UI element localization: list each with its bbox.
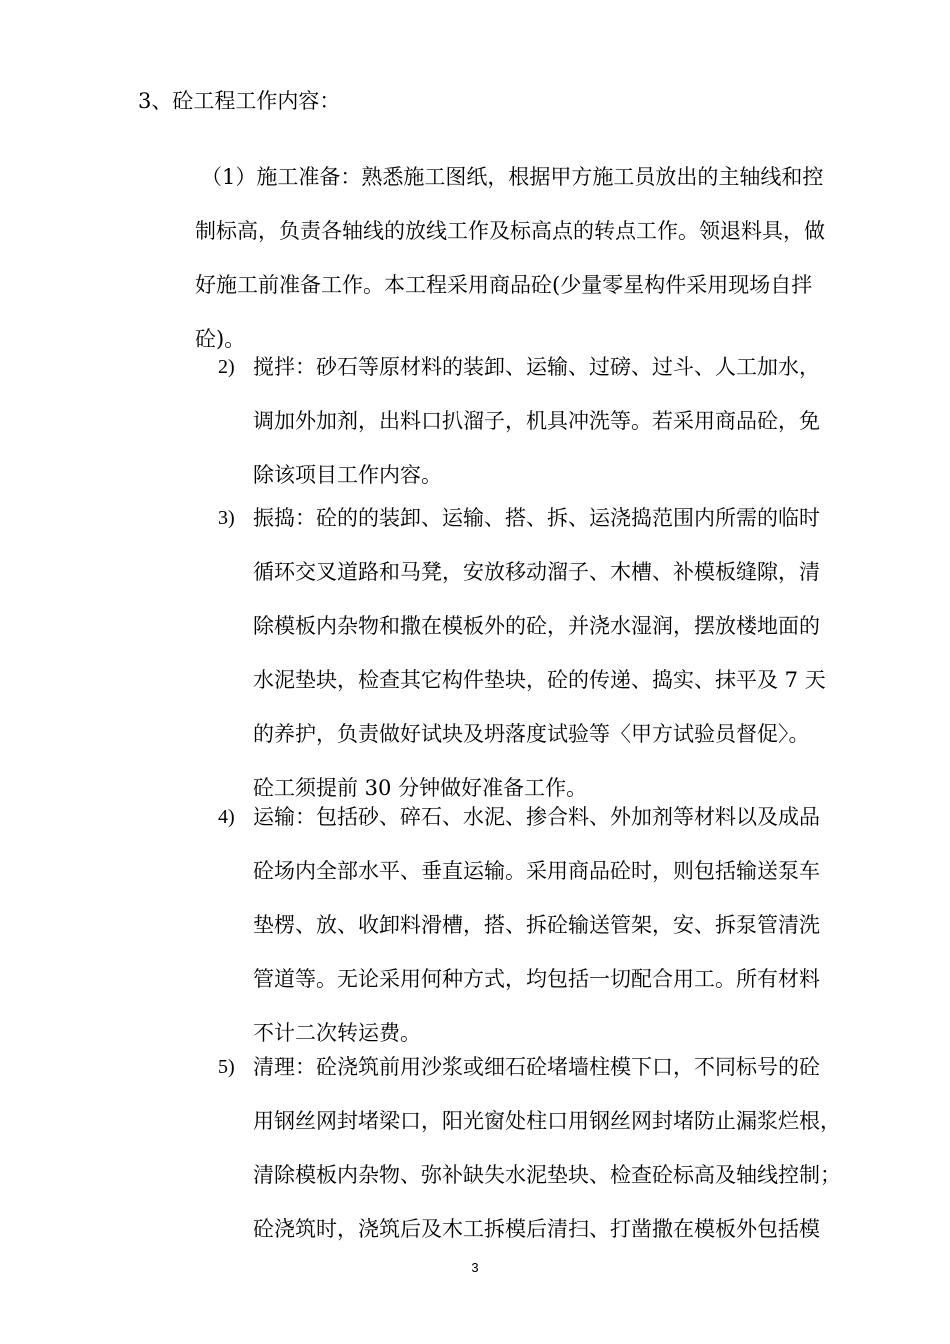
list-item-line: 振捣：砼的的装卸、运输、搭、拆、运浇捣范围内所需的临时 bbox=[253, 506, 820, 530]
paragraph-line: 砼)。 bbox=[195, 327, 246, 351]
page-number: 3 bbox=[471, 1260, 479, 1275]
list-item-line: 水泥垫块，检查其它构件垫块，砼的传递、捣实、抹平及 7 天 bbox=[253, 668, 826, 692]
list-item-number: 3) bbox=[218, 507, 235, 529]
list-item-line: 循环交叉道路和马凳，安放移动溜子、木槽、补模板缝隙，清 bbox=[253, 560, 820, 584]
list-item-body bbox=[253, 1040, 878, 1256]
list-item-line: 运输：包括砂、碎石、水泥、掺合料、外加剂等材料以及成品 bbox=[253, 805, 820, 829]
paragraph-line: 好施工前准备工作。本工程采用商品砼(少量零星构件采用现场自拌 bbox=[195, 273, 813, 297]
list-item-line: 的养护，负责做好试块及坍落度试验等〈甲方试验员督促〉。 bbox=[253, 722, 810, 746]
list-item-body bbox=[253, 491, 878, 815]
list-item-line: 调加外加剂，出料口扒溜子，机具冲洗等。若采用商品砼，免 bbox=[253, 409, 820, 433]
paragraph-line: 制标高，负责各轴线的放线工作及标高点的转点工作。领退料具，做 bbox=[195, 219, 825, 243]
list-item-line: 垫楞、放、收卸料滑槽，搭、拆砼输送管架，安、拆泵管清洗 bbox=[253, 913, 820, 937]
list-item-line: 砼浇筑时，浇筑后及木工拆模后清扫、打凿撒在模板外包括模 bbox=[253, 1217, 820, 1241]
list-item-line: 清除模板内杂物、弥补缺失水泥垫块、检查砼标高及轴线控制； bbox=[253, 1163, 841, 1187]
list-item-line: 用钢丝网封堵梁口，阳光窗处柱口用钢丝网封堵防止漏浆烂根， bbox=[253, 1109, 841, 1133]
list-item-line: 不计二次转运费。 bbox=[253, 1021, 421, 1045]
list-item-line: 除该项目工作内容。 bbox=[253, 463, 442, 487]
list-item-number: 5) bbox=[218, 1056, 235, 1078]
list-item-body bbox=[253, 790, 878, 1060]
list-item-body bbox=[253, 340, 878, 502]
list-item-number: 2) bbox=[218, 356, 235, 378]
list-item-line: 搅拌：砂石等原材料的装卸、运输、过磅、过斗、人工加水， bbox=[253, 355, 820, 379]
list-item-line: 清理：砼浇筑前用沙浆或细石砼堵墙柱模下口，不同标号的砼 bbox=[253, 1055, 820, 1079]
list-item-line: 砼场内全部水平、垂直运输。采用商品砼时，则包括输送泵车 bbox=[253, 859, 820, 883]
section-heading: 3、砼工程工作内容： bbox=[138, 89, 341, 113]
list-item-line: 砼工须提前 30 分钟做好准备工作。 bbox=[253, 776, 588, 800]
paragraph-construction-prep bbox=[195, 150, 875, 366]
list-item-number: 4) bbox=[218, 806, 235, 828]
paragraph-line: （1）施工准备：熟悉施工图纸，根据甲方施工员放出的主轴线和控 bbox=[201, 165, 824, 189]
list-item-line: 管道等。无论采用何种方式，均包括一切配合用工。所有材料 bbox=[253, 967, 820, 991]
list-item-line: 除模板内杂物和撒在模板外的砼，并浇水湿润，摆放楼地面的 bbox=[253, 614, 820, 638]
